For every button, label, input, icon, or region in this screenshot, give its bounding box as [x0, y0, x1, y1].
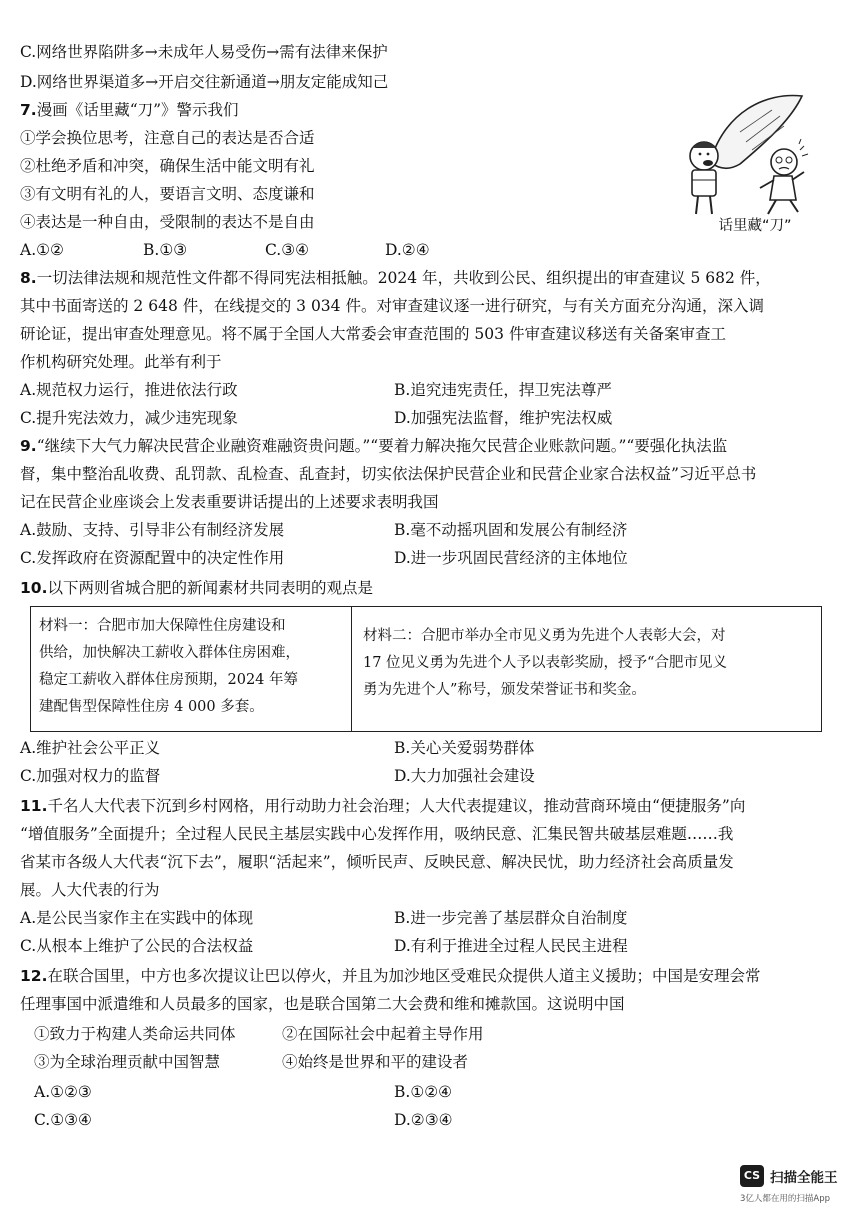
camscanner-watermark [740, 1165, 850, 1205]
q7-option-a: A.①② [20, 241, 64, 259]
q8-number: 8. [20, 269, 37, 287]
q8-stem-line-3: 研论证，提出审查处理意见。将不属于全国人大常委会审查范围的 503 件审查建议移送有关备案审查工 [20, 325, 726, 343]
q7-stem-text: 漫画《话里藏“刀”》警示我们 [36, 101, 239, 119]
q11-stem-line-3: 省某市各级人大代表“沉下去”，履职“活起来”，倾听民声、反映民意、解决民忧，助力经济社会高质量发 [20, 853, 734, 871]
q8-option-c: C.提升宪法效力，减少违宪现象 [20, 409, 238, 427]
q12-option-a: A.①②③ [34, 1083, 92, 1101]
watermark-app-name: 扫描全能王 [770, 1170, 838, 1186]
q9-option-b: B.毫不动摇巩固和发展公有制经济 [394, 521, 628, 539]
watermark-tagline: 3亿人都在用的扫描App [740, 1194, 831, 1204]
material-1-line-4: 建配售型保障性住房 4 000 多套。 [39, 699, 264, 715]
q12-number: 12. [20, 967, 48, 985]
q11-stem-line-1 [20, 794, 745, 818]
q11-number: 11. [20, 797, 48, 815]
q10-option-c: C.加强对权力的监督 [20, 767, 161, 785]
material-2-line-2: 17 位见义勇为先进个人予以表彰奖励，授予“合肥市见义 [363, 655, 727, 671]
q8-stem-text-1: 一切法律法规和规范性文件都不得同宪法相抵触。2024 年，共收到公民、组织提出的审查建议 5 682 件， [36, 269, 771, 287]
q9-stem-text-1: “继续下大气力解决民营企业融资难融资贵问题。”“要着力解决拖欠民营企业账款问题。”“要强化执法监 [36, 437, 728, 455]
q12-stem-text-1: 在联合国里，中方也多次提议让巴以停火，并且为加沙地区受难民众提供人道主义援助；中国是安理会常 [47, 967, 761, 985]
q12-option-c: C.①③④ [34, 1111, 92, 1129]
camscanner-logo-icon: CS [740, 1165, 764, 1187]
q7-option-c: C.③④ [265, 241, 310, 259]
q12-option-d: D.②③④ [394, 1111, 453, 1129]
cartoon-caption: 话里藏“刀” [718, 218, 792, 234]
q12-item-1: ①致力于构建人类命运共同体 [34, 1025, 236, 1043]
q11-stem-text-1: 千名人大代表下沉到乡村网格，用行动助力社会治理；人大代表提建议，推动营商环境由“便捷服务”向 [47, 797, 746, 815]
q9-option-c: C.发挥政府在资源配置中的决定性作用 [20, 549, 285, 567]
material-1-line-2: 供给，加快解决工薪收入群体住房困难， [39, 645, 300, 661]
q10-stem [20, 576, 373, 600]
material-divider [351, 607, 352, 731]
q10-option-d: D.大力加强社会建设 [394, 767, 535, 785]
q11-option-b: B.进一步完善了基层群众自治制度 [394, 909, 628, 927]
q8-stem-line-1 [20, 266, 771, 290]
q11-option-c: C.从根本上维护了公民的合法权益 [20, 937, 254, 955]
q9-stem-line-1 [20, 434, 727, 458]
q9-option-a: A.鼓励、支持、引导非公有制经济发展 [20, 521, 285, 539]
q9-stem-line-3: 记在民营企业座谈会上发表重要讲话提出的上述要求表明我国 [20, 493, 439, 511]
material-2-line-1: 材料二：合肥市举办全市见义勇为先进个人表彰大会，对 [363, 628, 726, 644]
q10-material-1 [39, 613, 347, 721]
q10-number: 10. [20, 579, 48, 597]
q8-option-a: A.规范权力运行，推进依法行政 [20, 381, 238, 399]
q9-number: 9. [20, 437, 37, 455]
material-2-line-3: 勇为先进个人”称号，颁发荣誉证书和奖金。 [363, 682, 646, 698]
q10-option-a: A.维护社会公平正义 [20, 739, 161, 757]
q8-stem-line-4: 作机构研究处理。此举有利于 [20, 353, 222, 371]
q9-stem-line-2: 督，集中整治乱收费、乱罚款、乱检查、乱查封，切实依法保护民营企业和民营企业家合法权益”习近平总书 [20, 465, 757, 483]
q7-item-1: ①学会换位思考，注意自己的表达是否合适 [20, 129, 315, 147]
q10-material-2 [363, 623, 813, 704]
q11-option-a: A.是公民当家作主在实践中的体现 [20, 909, 254, 927]
q12-item-3: ③为全球治理贡献中国智慧 [34, 1053, 221, 1071]
q11-stem-line-2: “增值服务”全面提升；全过程人民民主基层实践中心发挥作用，吸纳民意、汇集民智共破基层难题……我 [20, 825, 734, 843]
q12-option-b: B.①②④ [394, 1083, 453, 1101]
q8-option-d: D.加强宪法监督，维护宪法权威 [394, 409, 613, 427]
q8-option-b: B.追究违宪责任，捍卫宪法尊严 [394, 381, 612, 399]
q11-stem-line-4: 展。人大代表的行为 [20, 881, 160, 899]
q12-stem-line-1 [20, 964, 760, 988]
q7-number: 7. [20, 101, 37, 119]
q7-option-b: B.①③ [143, 241, 188, 259]
q10-option-b: B.关心关爱弱势群体 [394, 739, 535, 757]
q7-option-d: D.②④ [385, 241, 430, 259]
q8-stem-line-2: 其中书面寄送的 2 648 件，在线提交的 3 034 件。对审查建议逐一进行研究，与有关方面充分沟通，深入调 [20, 297, 764, 315]
q7-stem [20, 98, 239, 122]
q10-stem-text: 以下两则省城合肥的新闻素材共同表明的观点是 [47, 579, 373, 597]
q11-option-d: D.有利于推进全过程人民民主进程 [394, 937, 628, 955]
q12-item-4: ④始终是世界和平的建设者 [282, 1053, 469, 1071]
q10-material-box [30, 606, 822, 732]
material-1-line-3: 稳定工薪收入群体住房预期，2024 年筹 [39, 672, 299, 688]
material-1-line-1: 材料一：合肥市加大保障性住房建设和 [39, 618, 286, 634]
q6-option-c: C.网络世界陷阱多→未成年人易受伤→需有法律来保护 [20, 43, 388, 61]
q12-item-2: ②在国际社会中起着主导作用 [282, 1025, 484, 1043]
q7-item-4: ④表达是一种自由，受限制的表达不是自由 [20, 213, 315, 231]
q9-option-d: D.进一步巩固民营经济的主体地位 [394, 549, 628, 567]
q6-option-d: D.网络世界渠道多→开启交往新通道→朋友定能成知己 [20, 73, 389, 91]
q12-stem-line-2: 任理事国中派遣维和人员最多的国家，也是联合国第二大会费和维和摊款国。这说明中国 [20, 995, 625, 1013]
q7-item-3: ③有文明有礼的人，要语言文明、态度谦和 [20, 185, 315, 203]
q7-item-2: ②杜绝矛盾和冲突，确保生活中能文明有礼 [20, 157, 315, 175]
